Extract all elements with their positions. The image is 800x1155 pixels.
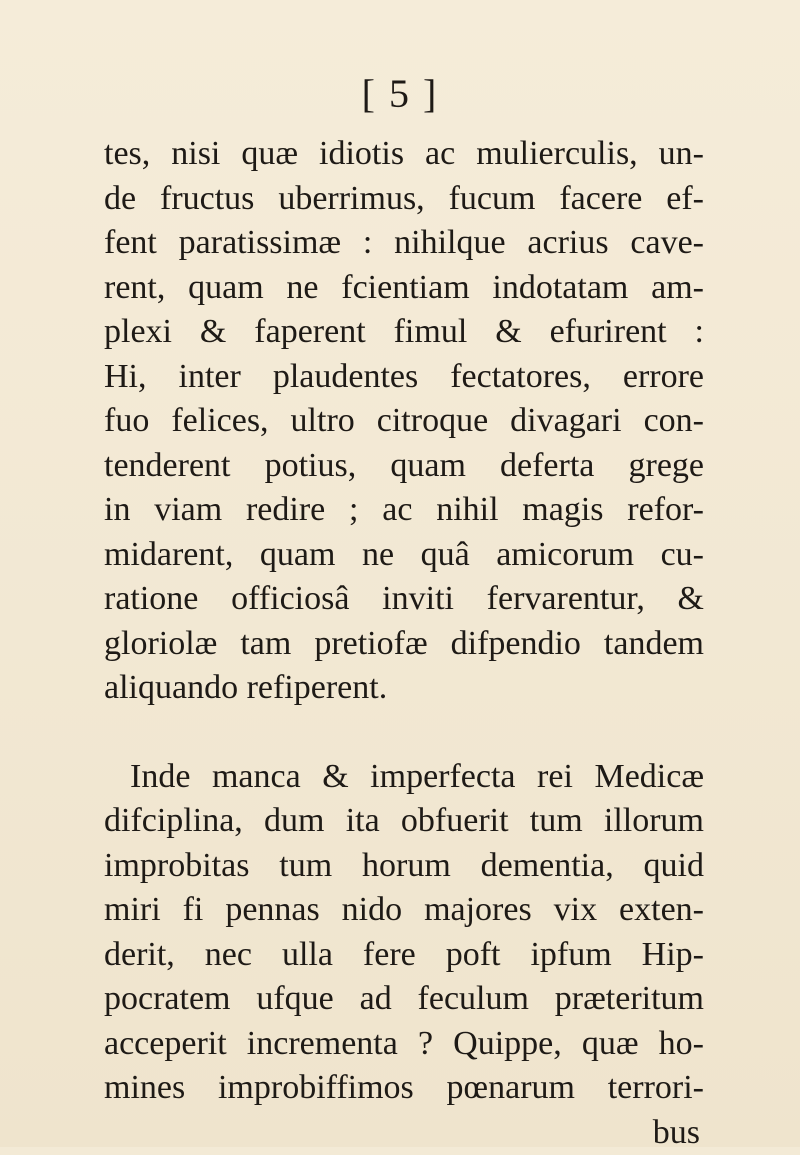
- text-line: miri fi pennas nido majores vix exten-: [104, 888, 704, 933]
- text-line: midarent, quam ne quâ amicorum cu-: [104, 533, 704, 578]
- paragraph-gap: [104, 711, 704, 755]
- text-line: tes, nisi quæ idiotis ac mulierculis, un-: [104, 132, 704, 177]
- text-line: tenderent potius, quam deferta grege: [104, 444, 704, 489]
- text-line: improbitas tum horum dementia, quid: [104, 844, 704, 889]
- text-line: plexi & faperent fimul & efurirent :: [104, 310, 704, 355]
- catchword: bus: [104, 1111, 704, 1155]
- page-number: [ 5 ]: [0, 70, 800, 118]
- text-line: Hi, inter plaudentes fectatores, errore: [104, 355, 704, 400]
- text-line: aliquando refiperent.: [104, 666, 704, 711]
- text-line: fuo felices, ultro citroque divagari con-: [104, 399, 704, 444]
- paragraph-2: [104, 755, 704, 1111]
- text-line: difciplina, dum ita obfuerit tum illorum: [104, 799, 704, 844]
- text-line: rent, quam ne fcientiam indotatam am-: [104, 266, 704, 311]
- text-line: ratione officiosâ inviti fervarentur, &: [104, 577, 704, 622]
- paragraph-1: [104, 132, 704, 711]
- text-line: acceperit incrementa ? Quippe, quæ ho-: [104, 1022, 704, 1067]
- text-line: de fructus uberrimus, fucum facere ef-: [104, 177, 704, 222]
- text-line: in viam redire ; ac nihil magis refor-: [104, 488, 704, 533]
- text-line: derit, nec ulla fere poft ipfum Hip-: [104, 933, 704, 978]
- text-line: Inde manca & imperfecta rei Medicæ: [104, 755, 704, 800]
- text-line: gloriolæ tam pretiofæ difpendio tandem: [104, 622, 704, 667]
- text-line: pocratem ufque ad feculum præteritum: [104, 977, 704, 1022]
- text-line: fent paratissimæ : nihilque acrius cave-: [104, 221, 704, 266]
- text-line: mines improbiffimos pœnarum terrori-: [104, 1066, 704, 1111]
- text-block: [104, 132, 704, 1155]
